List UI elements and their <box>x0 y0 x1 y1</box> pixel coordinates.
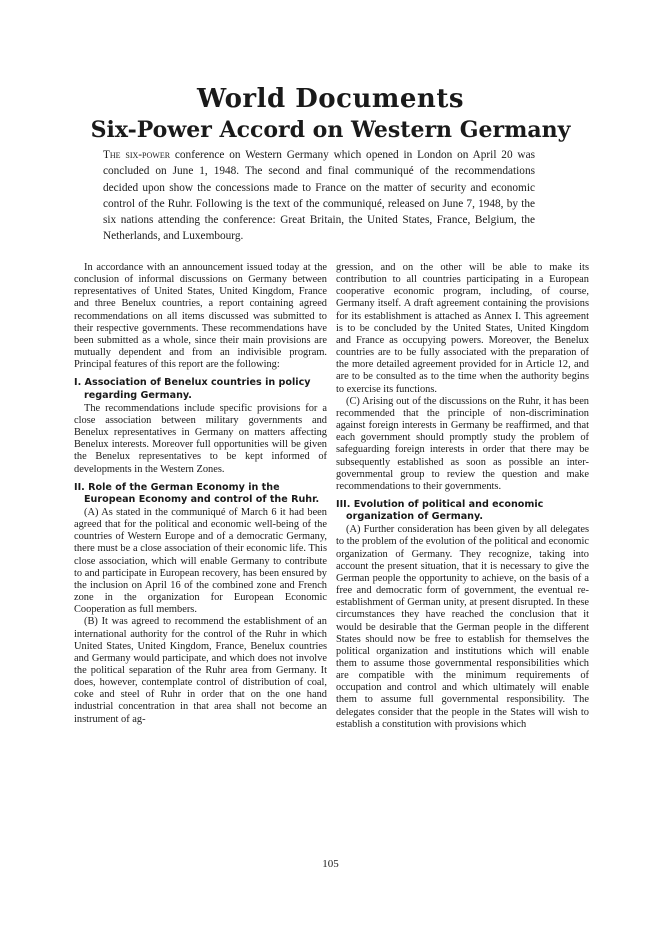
section-1-paragraph: The recommendations include specific provisions for a close association between military governments and Benelux representatives in Germany on matters affecting Benelux interests. Moreover full opportunities will be given the Benelux representatives to be kept informed of developments in the Western Zones. <box>74 402 327 475</box>
article-title: Six-Power Accord on Western Germany <box>90 117 571 143</box>
intro-lead: The six-power <box>103 149 171 161</box>
section-2b-paragraph: (B) It was agreed to recommend the establishment of an international authority for the control of the Ruhr in which United States, United Kingdom, France, Benelux countries and Germany would participate, and which does not involve the political separation of the Ruhr area from Germany. It does, however, contemplate control of distribution of coal, coke and steel of Ruhr in order that on the one hand industrial concentration in that area shall not become an instrument of ag- <box>74 616 327 725</box>
heading-section-1: I. Association of Benelux countries in policy regarding Germany. <box>74 377 311 401</box>
right-column <box>336 262 589 731</box>
section-2a-paragraph: (A) As stated in the communiqué of March 6 it had been agreed that for the political and economic well-being of the countries of Western Europe and of a democratic Germany, there must be a close association of their economic life. This close association, which will enable Germany to contribute to and participate in European recovery, has been ensured by the inclusion on April 16 of the combined zone and French zone in the organization for European Economic Cooperation as full members. <box>74 506 327 616</box>
continued-paragraph: gression, and on the other will be able to make its contribution to all countries participating in a European cooperative economic program, including, of course, Germany itself. A draft agreement containing the provisions for its establishment is attached as Annex I. This agreement is to be concluded by the United States, United Kingdom and France as occupying powers. Moreover, the Benelux countries are to be fully associated with the preparation of the more detailed agreement provided for in Article 12, and are to be consulted as to the time when the authority begins to exercise its functions. <box>336 262 589 395</box>
heading-section-2: II. Role of the German Economy in the European Economy and control of the Ruhr. <box>74 481 320 505</box>
intro-text: conference on Western Germany which opened in London on April 20 was concluded on June 1, 1948. The second and final communiqué of the recommendations decided upon show the concessions made to France on the matter of security and economic control of the Ruhr. Following is the text of the communiqué, released on June 7, 1948, by the six nations attending the conference: Great Britain, the United States, France, Belgium, the Netherlands, and Luxembourg. <box>103 149 535 243</box>
section-3a-paragraph: (A) Further consideration has been given by all delegates to the problem of the evolution of the political and economic organization of Germany. They recognize, taking into account the present situation, that it is necessary to give the German people the opportunity to achieve, on the basis of a free and democratic form of government, the eventual re-establishment of German unity, at present disrupted. In these circumstances they have reached the conclusion that it would be desirable that the German people in the different States should now be free to establish for themselves the political organization and institutions which will enable them to assume those governmental responsibilities which are compatible with the minimum requirements of occupation and control and which ultimately will enable them to assume full governmental responsibility. The delegates consider that the people in the States will wish to establish a constitution with provisions which <box>336 524 589 730</box>
section-title: World Documents <box>197 84 464 114</box>
page-number: 105 <box>322 858 339 870</box>
opening-paragraph: In accordance with an announcement issued today at the conclusion of informal discussions on Germany between representatives of United States, United Kingdom, France and three Benelux countries, a report containing agreed recommendations on all items discussed was submitted to their respective governments. These recommendations have been submitted as a whole, since their main provisions are mutually dependent and from an indivisible program. Principal features of this report are the following: <box>74 262 327 371</box>
left-column <box>74 262 327 726</box>
section-2c-paragraph: (C) Arising out of the discussions on the Ruhr, it has been recommended that the principle of non-discrimination against foreign interests in Germany be reaffirmed, and that each government should promptly study the problem of safeguarding foreign interests in order that there may be subsequently established as soon as possible an inter-governmental group to review the question and make recommendations to their governments. <box>336 395 589 492</box>
intro-paragraph <box>103 147 535 245</box>
heading-section-3: III. Evolution of political and economic organization of Germany. <box>336 498 544 523</box>
